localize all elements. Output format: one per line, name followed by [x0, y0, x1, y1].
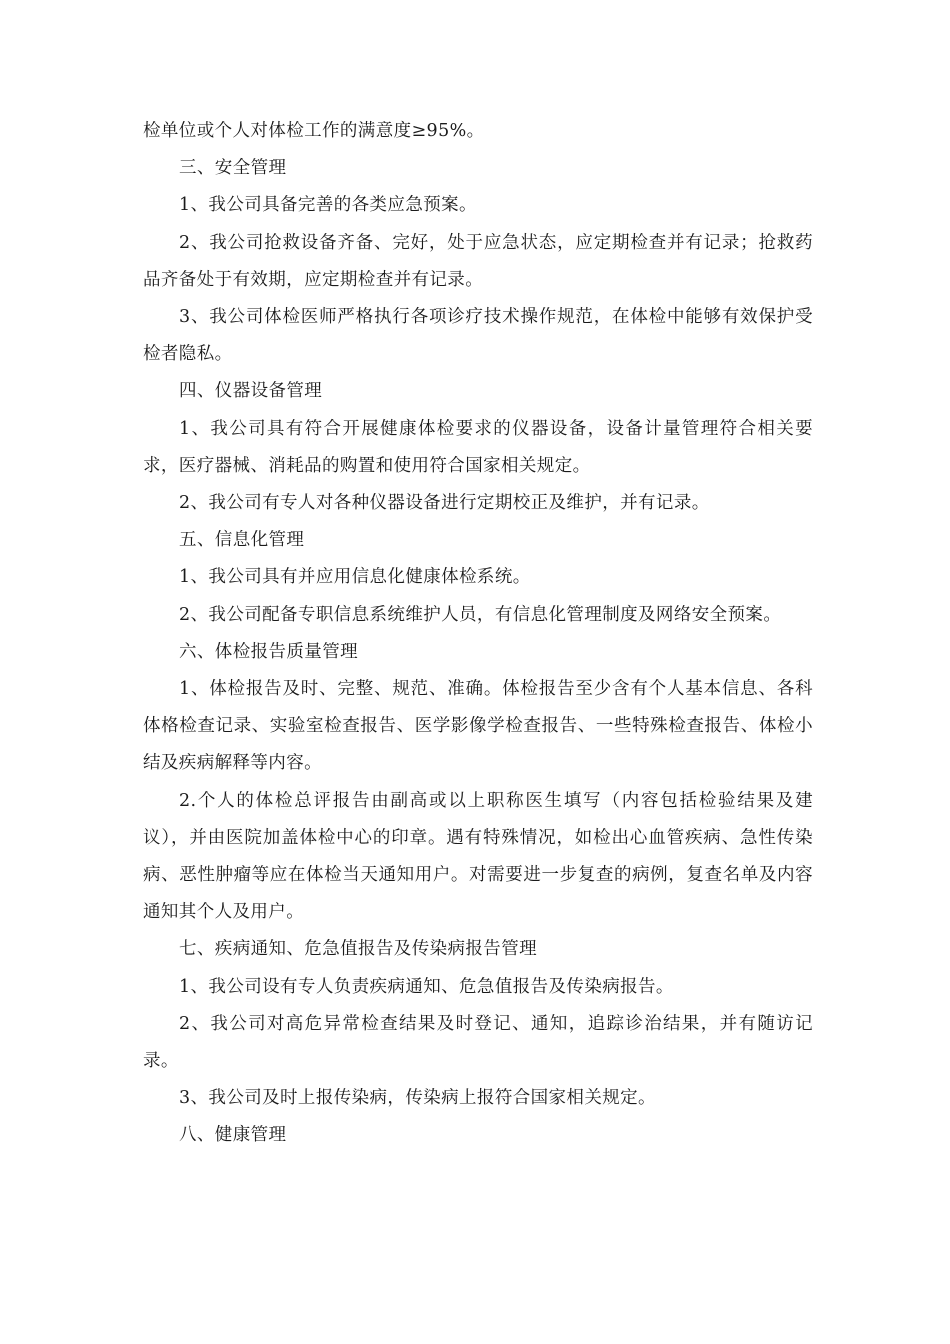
paragraph: 八、健康管理 [179, 1125, 287, 1146]
paragraph: 2、我公司配备专职信息系统维护人员，有信息化管理制度及网络安全预案。 [179, 604, 782, 625]
paragraph: 检单位或个人对体检工作的满意度≥95%。 [143, 121, 485, 141]
paragraph: 1、体检报告及时、完整、规范、准确。体检报告至少含有个人基本信息、各科体格检查记录、实验室检查报告、医学影像学检查报告、一些特殊检查报告、体检小结及疾病解释等内容。 [143, 679, 813, 774]
paragraph: 2、我公司抢救设备齐备、完好，处于应急状态，应定期检查并有记录；抢救药品齐备处于有效期，应定期检查并有记录。 [143, 232, 813, 290]
paragraph: 1、我公司具备完善的各类应急预案。 [179, 195, 477, 216]
paragraph: 四、仪器设备管理 [179, 381, 323, 402]
paragraph: 1、我公司设有专人负责疾病通知、危急值报告及传染病报告。 [179, 976, 674, 997]
paragraph: 六、体检报告质量管理 [179, 641, 358, 662]
paragraph: 3、我公司体检医师严格执行各项诊疗技术操作规范，在体检中能够有效保护受检者隐私。 [143, 307, 813, 365]
paragraph: 三、安全管理 [179, 158, 287, 179]
paragraph: 2.个人的体检总评报告由副高或以上职称医生填写（内容包括检验结果及建议），并由医院加盖体检中心的印章。遇有特殊情况，如检出心血管疾病、急性传染病、恶性肿瘤等应在体检当天通知用户。对需要进一步复查的病例，复查名单及内容通知其个人及用户。 [143, 790, 813, 923]
paragraph: 2、我公司对高危异常检查结果及时登记、通知，追踪诊治结果，并有随访记录。 [143, 1013, 813, 1072]
document-body [143, 113, 813, 1155]
paragraph: 1、我公司具有符合开展健康体检要求的仪器设备，设备计量管理符合相关要求，医疗器械、消耗品的购置和使用符合国家相关规定。 [143, 418, 813, 476]
paragraph: 七、疾病通知、危急值报告及传染病报告管理 [179, 939, 537, 960]
paragraph: 1、我公司具有并应用信息化健康体检系统。 [179, 567, 531, 588]
paragraph: 3、我公司及时上报传染病，传染病上报符合国家相关规定。 [179, 1088, 656, 1109]
paragraph: 2、我公司有专人对各种仪器设备进行定期校正及维护，并有记录。 [179, 493, 710, 514]
paragraph: 五、信息化管理 [179, 530, 305, 551]
